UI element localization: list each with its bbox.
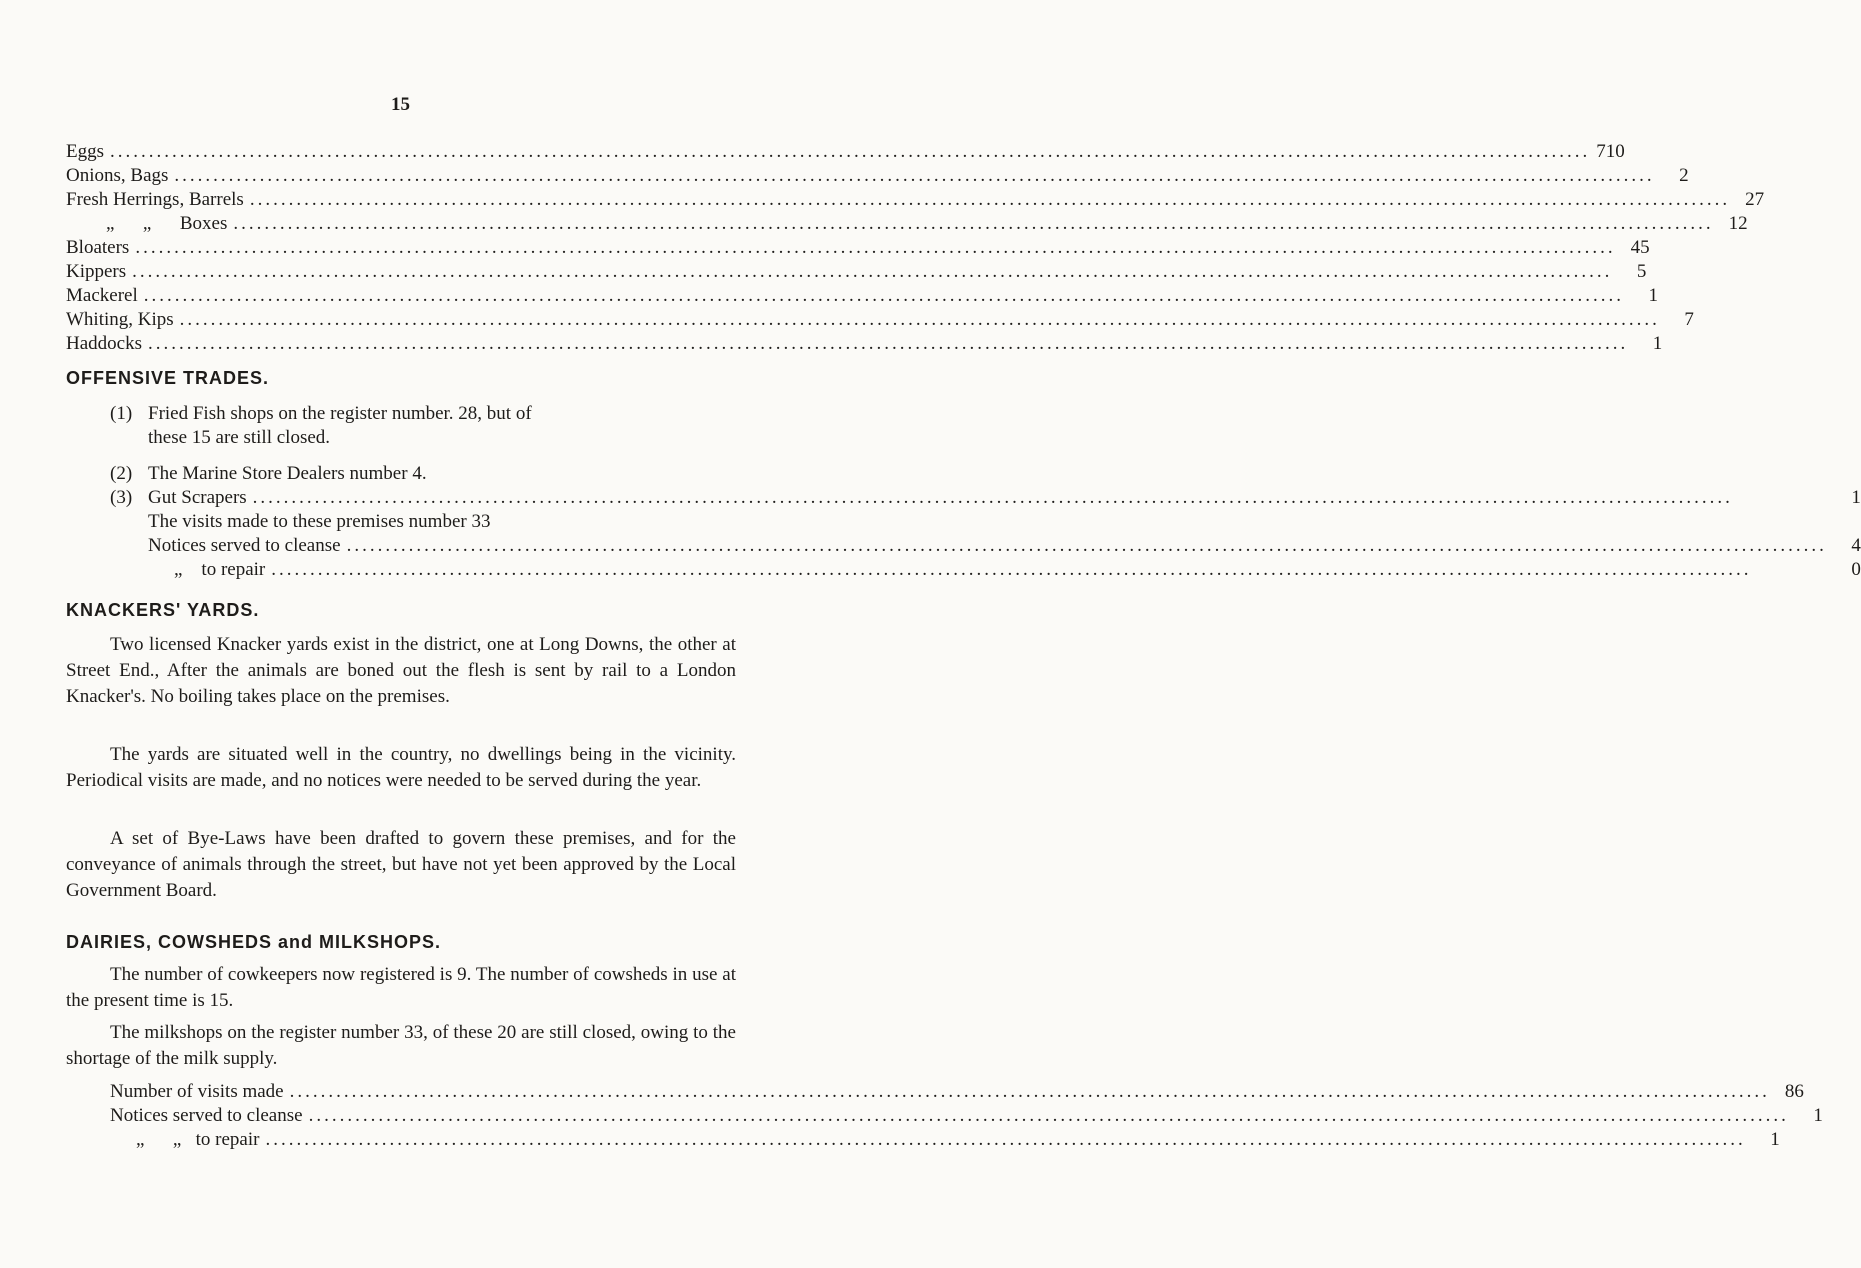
list-item [66, 308, 1694, 332]
item-label: Number of visits made [110, 1081, 284, 1102]
knackers-paragraph-1: Two licensed Knacker yards exist in the district, one at Long Downs, the other at Street End., After the animals are boned out the flesh is sent by rail to a London Knacker's. No boiling takes place on the premises. [66, 634, 736, 707]
list-item [66, 188, 1765, 212]
item-value: 5 [1636, 261, 1647, 282]
item-value: 45 [1630, 237, 1650, 258]
dairies-list [110, 1080, 1823, 1152]
item-label: Gut Scrapers [148, 487, 247, 508]
list-item [66, 260, 1647, 284]
item-value: 7 [1684, 309, 1694, 330]
list-item [66, 212, 1748, 236]
item-number: (1) [110, 403, 133, 424]
item-label: Haddocks [66, 333, 142, 354]
list-item [148, 510, 1861, 534]
list-item-continuation [110, 426, 738, 450]
item-label: Eggs [66, 141, 104, 162]
item-value: 0 [1851, 559, 1861, 580]
list-item [148, 534, 1861, 558]
knackers-paragraph-3: A set of Bye-Laws have been drafted to govern these premises, and for the conveyance of animals through the street, but have not yet been approved by the Local Government Board. [66, 828, 736, 901]
item-label: Mackerel [66, 285, 138, 306]
list-item [148, 558, 1861, 582]
item-label: Notices served to cleanse [148, 535, 341, 556]
item-label: „ „ to repair [136, 1129, 260, 1150]
item-label: Whiting, Kips [66, 309, 174, 330]
item-label: Kippers [66, 261, 127, 282]
item-value: 4 [1851, 535, 1861, 556]
list-item [66, 164, 1689, 188]
dairies-paragraph-2: The milkshops on the register number 33, of these 20 are still closed, owing to the shortage of the milk supply. [66, 1022, 736, 1069]
item-label: Fresh Herrings, Barrels [66, 189, 244, 210]
item-label: „ to repair [174, 559, 266, 580]
list-item [110, 1128, 1780, 1152]
item-label: Bloaters [66, 237, 130, 258]
list-item [66, 284, 1658, 308]
list-item [110, 1104, 1823, 1128]
list-item [110, 402, 738, 426]
item-value: 1 [1813, 1105, 1823, 1126]
offensive-trades-heading: OFFENSIVE TRADES. [66, 368, 270, 388]
item-value: 1 [1648, 285, 1658, 306]
offensive-trades-list-2 [110, 462, 1861, 582]
dairies-heading: DAIRIES, COWSHEDS and MILKSHOPS. [66, 932, 442, 952]
item-text: these 15 are still closed. [148, 427, 331, 448]
item-value: 710 [1596, 141, 1625, 162]
dairies-paragraph-1: The number of cowkeepers now registered is 9. The number of cowsheds in use at the present time is 15. [66, 964, 736, 1011]
item-number: (2) [110, 463, 133, 484]
produce-list [66, 140, 1765, 356]
item-label: The visits made to these premises number 33 [148, 511, 491, 532]
offensive-trades-list [110, 402, 738, 450]
list-item [110, 486, 1861, 582]
list-item [110, 462, 630, 486]
list-item [110, 1080, 1804, 1104]
item-value: 12 [1728, 213, 1748, 234]
item-label: Notices served to cleanse [110, 1105, 303, 1126]
page-number: 15 [391, 94, 410, 115]
item-value: 1 [1652, 333, 1663, 354]
item-text: The Marine Store Dealers number 4. [148, 463, 427, 484]
item-number: (3) [110, 487, 133, 508]
item-label: „ „ Boxes [106, 213, 228, 234]
list-item [66, 140, 1625, 164]
item-value: 2 [1679, 165, 1689, 186]
item-value: 1 [1851, 487, 1861, 508]
knackers-yards-heading: KNACKERS' YARDS. [66, 600, 260, 620]
item-value: 86 [1784, 1081, 1804, 1102]
item-value: 1 [1770, 1129, 1780, 1150]
item-text: Fried Fish shops on the register number. 28, but of [148, 403, 532, 424]
list-item [148, 486, 1861, 510]
list-item [66, 332, 1663, 356]
list-item [66, 236, 1650, 260]
item-label: Onions, Bags [66, 165, 169, 186]
item-value: 27 [1745, 189, 1765, 210]
knackers-paragraph-2: The yards are situated well in the country, no dwellings being in the vicinity. Periodical visits are made, and no notices were needed to be served during the year. [66, 744, 736, 791]
